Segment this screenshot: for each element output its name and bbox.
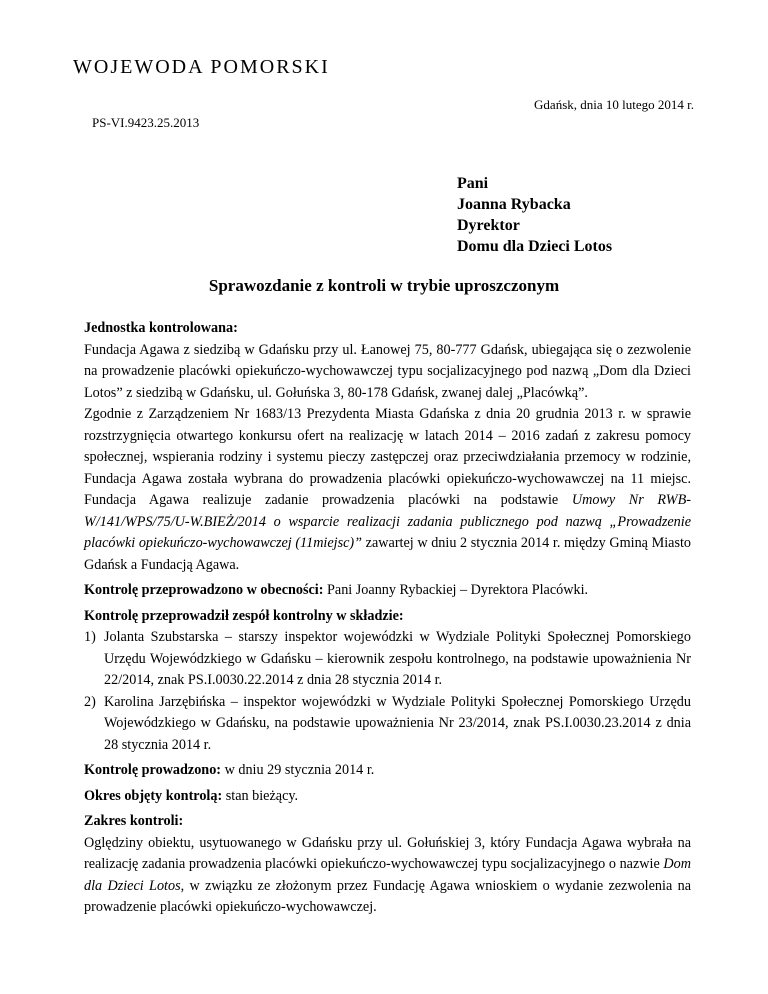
period-paragraph — [84, 786, 691, 808]
scope-paragraph — [84, 833, 691, 919]
team-members-list — [84, 627, 691, 756]
controlled-unit-text: Fundacja Agawa z siedzibą w Gdańsku przy ul. Łanowej 75, 80-777 Gdańsk, ubiegająca się o zezwolenie na prowadzenie placówki opiekuńczo-wychowawczej typu socjalizacyjnego pod nazwą „Dom dla Dzieci Lotos” z siedzibą w Gdańsku, ul. Gołuńska 3, 80-178 Gdańsk, zwanej dalej „Placówką”. — [84, 341, 691, 401]
period-text: stan bieżący. — [222, 787, 299, 804]
list-item-number: 2) — [84, 693, 96, 710]
facility-name: Dom dla Dzieci Lotos — [84, 856, 691, 894]
report-body — [84, 318, 691, 919]
list-item — [84, 692, 691, 757]
list-item-number: 1) — [84, 629, 96, 645]
period-label: Okres objęty kontrolą: — [84, 787, 223, 804]
decree-paragraph — [84, 404, 691, 576]
presence-paragraph — [84, 580, 691, 602]
presence-label: Kontrolę przeprowadzono w obecności: — [84, 582, 324, 598]
scope-label: Zakres kontroli: — [84, 813, 184, 829]
recipient-salutation: Pani — [457, 175, 489, 192]
report-title: Sprawozdanie z kontroli w trybie uproszczonym — [208, 276, 560, 295]
control-date-paragraph — [84, 760, 691, 782]
team-label: Kontrolę przeprowadził zespół kontrolny w składzie: — [84, 607, 404, 624]
case-number: PS-VI.9423.25.2013 — [92, 115, 200, 130]
recipient-position: Dyrektor — [457, 217, 520, 234]
agreement-title: Umowy Nr RWB-W/141/WPS/75/U-W.BIEŻ/2014 o wsparcie realizacji zadania publicznego pod nazwą „Prowadzenie placówki opiekuńczo-wychowawczej (11miejsc)” — [84, 492, 691, 551]
issuing-authority: WOJEWODA POMORSKI — [73, 56, 330, 78]
control-date-text: w dniu 29 stycznia 2014 r. — [221, 762, 375, 778]
presence-text: Pani Joanny Rybackiej – Dyrektora Placówki. — [323, 582, 589, 598]
recipient-name: Joanna Rybacka — [457, 196, 571, 213]
decree-text-end: zawartej w dniu 2 stycznia 2014 r. między Gminą Miasto Gdańsk a Fundacją Agawa. — [84, 535, 692, 573]
list-item-text: Jolanta Szubstarska – starszy inspektor wojewódzki w Wydziale Polityki Społecznej Pomorskiego Urzędu Wojewódzkiego w Gdańsku – kierownik zespołu kontrolnego, na podstawie upoważnienia Nr 22/2014, znak PS.I.0030.22.2014 z dnia 28 stycznia 2014 r. — [104, 629, 691, 688]
control-date-label: Kontrolę prowadzono: — [84, 762, 222, 778]
list-item-text: Karolina Jarzębińska – inspektor wojewódzki w Wydziale Polityki Społecznej Pomorskiego Urzędu Wojewódzkiego w Gdańsku, na podstawie upoważnienia Nr 23/2014, znak PS.I.0030.23.2014 z dnia 28 stycznia 2014 r. — [104, 693, 691, 753]
recipient-institution: Domu dla Dzieci Lotos — [457, 238, 613, 255]
scope-text-start: Oględziny obiektu, usytuowanego w Gdańsku przy ul. Gołuńskiej 3, który Fundacja Agawa wybrała na realizację zadania prowadzenia placówki opiekuńczo-wychowawczej typu socjalizacyjnego o nazwie — [84, 834, 691, 872]
place-and-date: Gdańsk, dnia 10 lutego 2014 r. — [534, 97, 694, 112]
recipient-block — [457, 173, 612, 257]
decree-text-start: Zgodnie z Zarządzeniem Nr 1683/13 Prezydenta Miasta Gdańska z dnia 20 grudnia 2013 r. w sprawie rozstrzygnięcia otwartego konkursu ofert na realizację w latach 2014 – 2016 zadań z zakresu pomocy społecznej, wspierania rodziny i systemu pieczy zastępczej oraz przeciwdziałania przemocy w rodzinie, Fundacja Agawa została wybrana do prowadzenia placówki opiekuńczo-wychowawczej na 11 miejsc. Fundacja Agawa realizuje zadanie prowadzenia placówki na podstawie — [84, 406, 691, 508]
scope-text-end: , w związku ze złożonym przez Fundację Agawa wnioskiem o wydanie zezwolenia na prowadzenie placówki opiekuńczo-wychowawczej. — [84, 877, 691, 915]
list-item — [84, 627, 691, 692]
controlled-unit-label: Jednostka kontrolowana: — [84, 320, 238, 336]
